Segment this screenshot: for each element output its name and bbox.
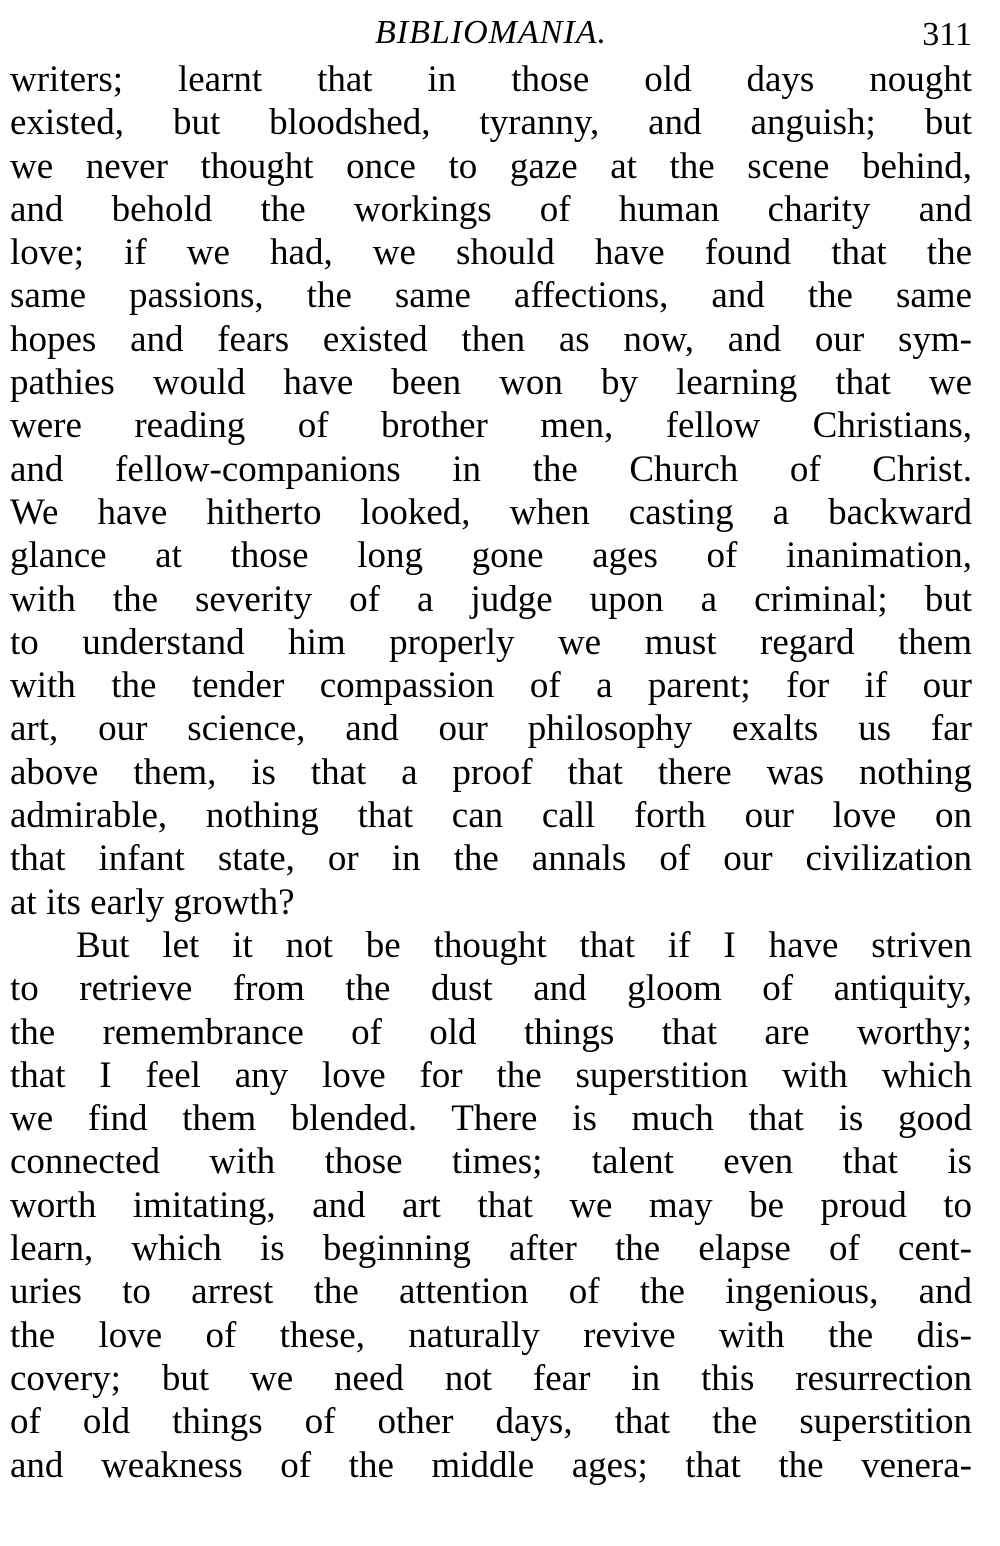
text-line: connected with those times; talent even that is [10,1141,972,1183]
text-line: of old things of other days, that the superstition [10,1401,972,1443]
text-line: that I feel any love for the superstition with which [10,1054,972,1096]
text-line: we find them blended. There is much that is good [10,1098,972,1140]
book-page [10,0,972,1546]
text-line: and behold the workings of human charity and [10,188,972,230]
text-line: hopes and fears existed then as now, and our sym- [10,318,972,360]
text-line: worth imitating, and art that we may be proud to [10,1184,972,1226]
text-line: and fellow-companions in the Church of Christ. [10,448,972,490]
text-line: and weakness of the middle ages; that the venera- [10,1444,972,1486]
paragraph-start-line: But let it not be thought that if I have striven [76,924,972,966]
text-line: covery; but we need not fear in this resurrection [10,1357,972,1399]
text-line: We have hitherto looked, when casting a backward [10,491,972,533]
text-line: pathies would have been won by learning that we [10,362,972,404]
running-title: BIBLIOMANIA. [374,14,607,51]
text-line: love; if we had, we should have found that the [10,232,972,274]
text-line: same passions, the same affections, and the same [10,275,972,317]
page-number: 311 [922,16,972,53]
text-line: with the severity of a judge upon a criminal; but [10,578,972,620]
body-text [10,58,972,1487]
text-line: learn, which is beginning after the elapse of cent- [10,1228,972,1270]
text-line: above them, is that a proof that there was nothing [10,751,972,793]
text-line: uries to arrest the attention of the ingenious, and [10,1271,972,1313]
text-line: to understand him properly we must regard them [10,621,972,663]
text-line: with the tender compassion of a parent; for if our [10,665,972,707]
text-line: admirable, nothing that can call forth our love on [10,795,972,837]
text-line: writers; learnt that in those old days nought [10,59,972,100]
text-line: we never thought once to gaze at the scene behind, [10,145,972,187]
text-line: existed, but bloodshed, tyranny, and anguish; but [10,102,972,144]
text-line: that infant state, or in the annals of our civilization [10,838,972,880]
text-line: the remembrance of old things that are worthy; [10,1011,972,1053]
text-line: the love of these, naturally revive with the dis- [10,1314,972,1356]
text-line: to retrieve from the dust and gloom of antiquity, [10,968,972,1010]
paragraph-end-line: at its early growth? [10,881,295,923]
text-line: glance at those long gone ages of inanimation, [10,535,972,577]
text-line: were reading of brother men, fellow Christians, [10,405,972,447]
running-head [10,0,972,58]
text-line: art, our science, and our philosophy exalts us far [10,708,972,750]
